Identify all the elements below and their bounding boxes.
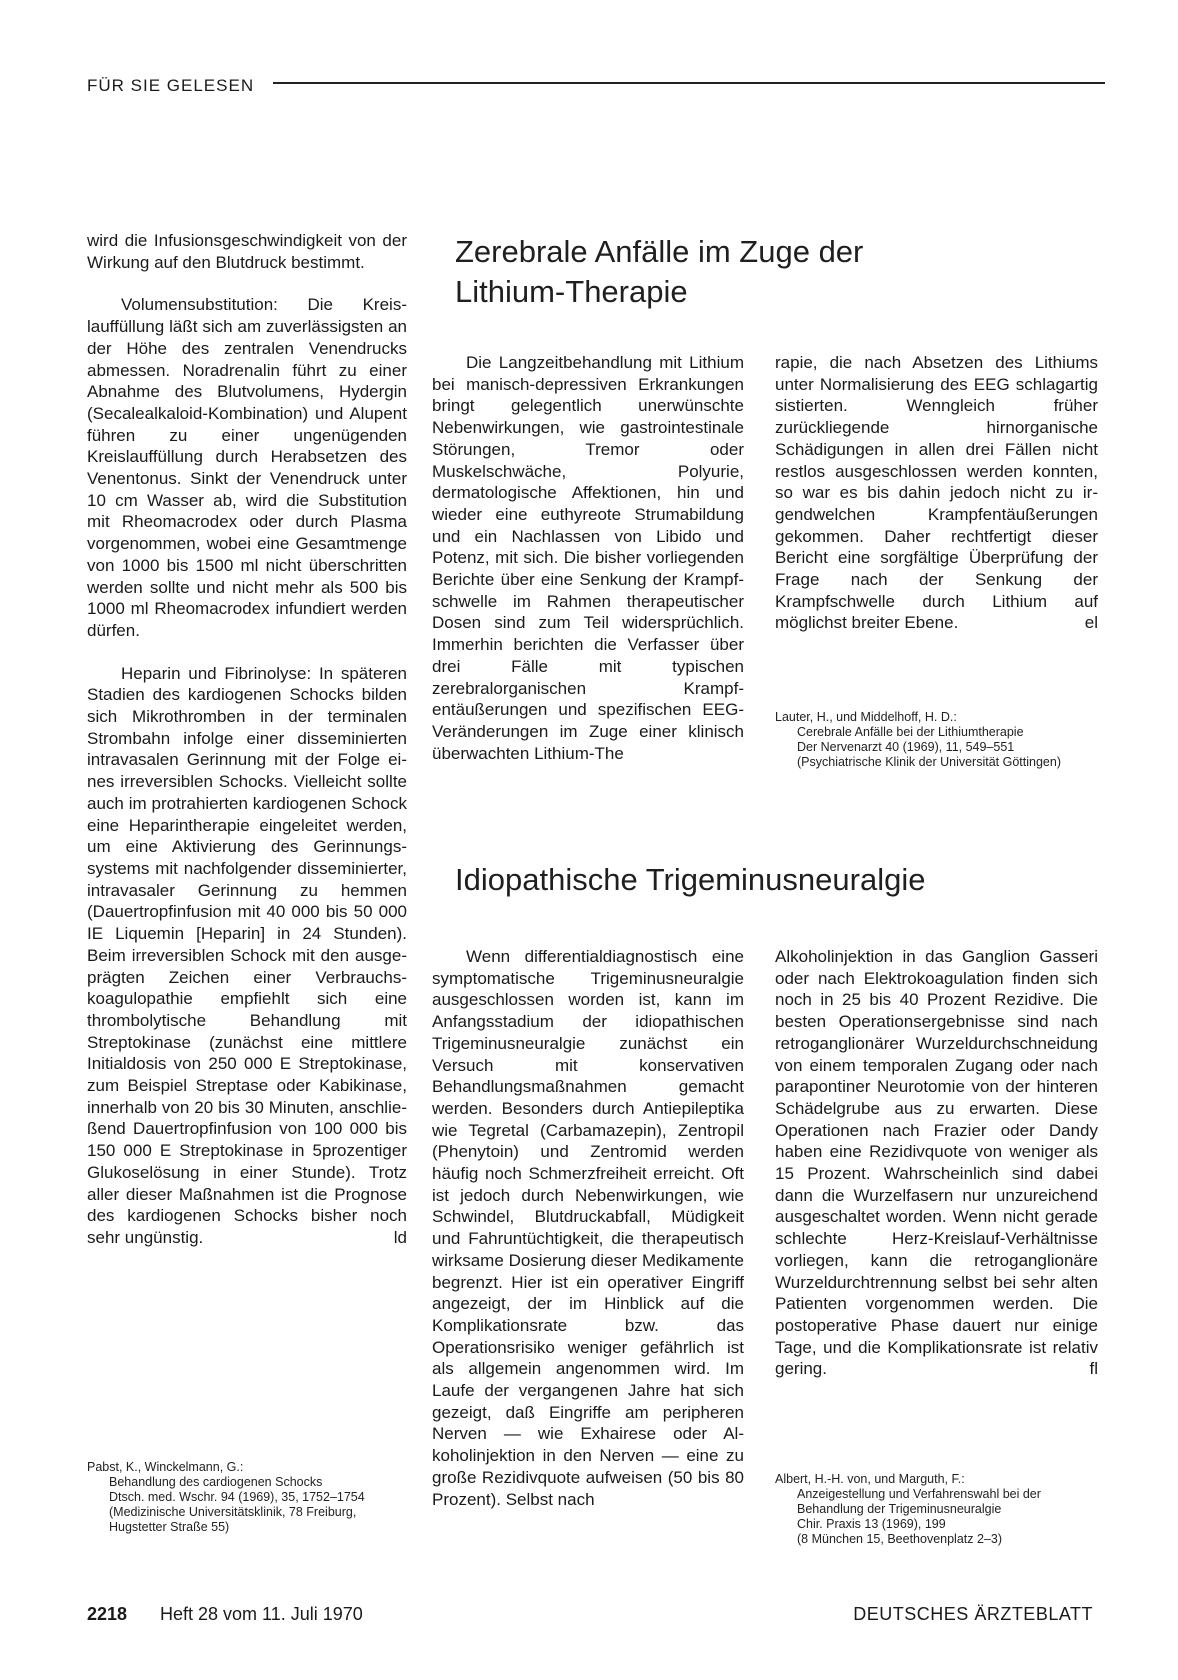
journal-name: DEUTSCHES ÄRZTEBLATT [853,1604,1093,1624]
reference-block [775,710,1098,770]
author-initials: ld [393,1227,407,1247]
paragraph-text: rapie, die nach Absetzen des Lithiums unter Normalisierung des EEG schlagartig sistierten. Wenngleich früher zurückliegende hirnorganische Schädigungen in allen drei Fällen nicht restlos ausgeschlossen werden konnten, so war es bis dahin jedoch nicht zu irgendwelchen Krampfentäußerungen gekommen. Daher rechtfertigt dieser Bericht eine sorgfältige Überprüfung der Frage nach der Senkung der Krampfschwelle durch Lithium auf möglichst breiter Ebene. [775,353,1098,633]
paragraph-text: Heparin und Fibrinolyse: In späteren Stadien des kardiogenen Schocks bilden sich Mikrothromben in der terminalen Strombahn infolge einer disseminierten intravasalen Gerinnung mit der Folge eines irreversiblen Schocks. Vielleicht sollte auch im protrahierten kardiogenen Schock eine Heparintherapie eingeleitet werden, um eine Aktivierung des Gerinnungssystems mit nachfolgender disseminierter, intravasaler Gerinnung zu hemmen (Dauertropfinfusion mit 40 000 bis 50 000 IE Liquemin [Heparin] in 24 Stunden). Beim irreversiblen Schock mit den ausgeprägten Zeichen einer Verbrauchskoagulopathie empfiehlt sich eine thrombolytische Behandlung mit Streptokinase (zunächst eine mittlere Initialdosis von 250 000 E Streptokinase, zum Beispiel Streptase oder Kabikinase, innerhalb von 20 bis 30 Minuten, anschließend Dauertropfinfusion von 100 000 bis 150 000 E Streptokinase in 5prozentiger Glukoselösung in einer Stunde). Trotz aller dieser Maßnahmen ist die Prognose des kardiogenen Schocks bisher noch sehr ungünstig. [87,663,407,1247]
page-number: 2218 [87,1604,128,1624]
paragraph [87,663,407,1249]
issue-info: Heft 28 vom 11. Juli 1970 [160,1604,363,1624]
article-title: Zerebrale Anfälle im Zuge der Lithium-Therapie [455,234,864,309]
reference-author: Pabst, K., Winckelmann, G.: [87,1460,244,1474]
reference-block [775,1472,1098,1547]
reference-line: Cerebrale Anfälle bei der Lithiumtherapie [797,725,1024,739]
reference-line: (8 München 15, Beethovenplatz 2–3) [797,1532,1002,1546]
reference-line: Der Nervenarzt 40 (1969), 11, 549–551 [797,740,1015,754]
article-column [432,352,744,764]
reference-line: (Psychiatrische Klinik der Universität Göttingen) [797,755,1061,769]
reference-author: Lauter, H., und Middelhoff, H. D.: [775,710,957,724]
paragraph [775,352,1098,634]
article-column [775,946,1098,1380]
reference-line: (Medizinische Universitätsklinik, 78 Freiburg, Hugstetter Straße 55) [109,1505,357,1534]
article-column [775,352,1098,634]
article-column [432,946,744,1510]
left-column [87,230,407,1249]
author-initials: fl [1089,1359,1098,1379]
paragraph: Volumensubstitution: Die Kreislauffüllung läßt sich am zuverlässigsten an der Höhe des zentralen Venendrucks abmessen. Noradrenalin führt zu einer Abnahme des Blutvolumens, Hydergin (Secalealkaloid-Kombination) und Alupent führen zu einer ungenügenden Kreislauffüllung durch Herabsetzen des Venentonus. Sinkt der Venendruck unter 10 cm Wasser ab, wird die Substitution mit Rheomacrodex oder durch Plasma vorgenommen, wobei eine Gesamtmenge von 1000 bis 1500 ml nicht überschritten werden sollte und nicht mehr als 500 bis 1000 ml Rheomacrodex infundiert werden dürfen. [87,295,407,640]
reference-line: Behandlung des cardiogenen Schocks [109,1475,323,1489]
paragraph [775,946,1098,1380]
paragraph-text: Alkoholinjektion in das Ganglion Gasseri oder nach Elektrokoagulation finden sich noch in 25 bis 40 Prozent Rezidive. Die besten Operationsergebnisse sind nach retroganglionärer Wurzeldurchschneidung von einem temporalen Zugang oder nach parapontiner Neurotomie von der hinteren Schädelgrube aus zu erwarten. Diese Operationen nach Frazier oder Dandy haben eine Rezidivquote von weniger als 15 Prozent. Wahrscheinlich sind dabei dann die Wurzelfasern nur unzureichend ausgeschaltet worden. Wenn nicht gerade schlechte Herz-Kreislauf-Verhältnisse vorliegen, kann die retroganglionäre Wurzeldurchtrennung selbst bei sehr alten Patienten vorgenommen werden. Die postoperative Phase dauert nur einige Tage, und die Komplikationsrate ist relativ gering. [775,947,1098,1379]
author-initials: el [1084,613,1098,633]
section-header: FÜR SIE GELESEN [87,76,255,95]
reference-author: Albert, H.-H. von, und Marguth, F.: [775,1472,965,1486]
reference-line: Chir. Praxis 13 (1969), 199 [797,1517,946,1531]
reference-block [87,1460,407,1535]
paragraph: Die Langzeitbehandlung mit Lithium bei manisch-depressiven Erkrankungen bringt gelegentlich unerwünschte Nebenwirkungen, wie gastrointestinale Störungen, Tremor oder Muskelschwäche, Polyurie, dermatologische Affektionen, hin und wieder eine euthyreote Strumabildung und ein Nachlassen von Libido und Potenz, mit sich. Die bisher vorliegenden Berichte über eine Senkung der Krampfschwelle im Rahmen therapeutischer Dosen sind zum Teil widersprüchlich. Immerhin berichten die Verfasser über drei Fälle mit typischen zerebralorganischen Krampfentäußerungen und spezifischen EEG-Veränderungen im Zuge einer klinisch überwachten Lithium-The [432,353,744,763]
article-title: Idiopathische Trigeminusneuralgie [455,862,926,897]
paragraph: wird die Infusionsgeschwindigkeit von der Wirkung auf den Blutdruck bestimmt. [87,231,407,272]
reference-line: Dtsch. med. Wschr. 94 (1969), 35, 1752–1754 [109,1490,365,1504]
reference-line: Anzeigestellung und Verfahrenswahl bei der Behandlung der Trigeminusneuralgie [797,1487,1041,1516]
paragraph: Wenn differentialdiagnostisch eine symptomatische Trigeminusneuralgie ausgeschlossen worden ist, kann im Anfangsstadium der idiopathischen Trigeminusneuralgie zunächst ein Versuch mit konservativen Behandlungsmaßnahmen gemacht werden. Besonders durch Antiepileptika wie Tegretal (Carbamazepin), Zentropil (Phenytoin) und Zentromid werden häufig noch Schmerzfreiheit erreicht. Oft ist jedoch durch Nebenwirkungen, wie Schwindel, Blutdruckabfall, Müdigkeit und Fahruntüchtigkeit, die therapeutisch wirksame Dosierung dieser Medikamente begrenzt. Hier ist ein operativer Eingriff angezeigt, der im Hinblick auf die Komplikationsrate bzw. das Operationsrisiko weniger gefährlich ist als allgemein angenommen wird. Im Laufe der vergangenen Jahre hat sich gezeigt, daß Eingriffe am peripheren Nerven — wie Exhairese oder Alkoholinjektion in den Nerven — eine zu große Rezidivquote aufweisen (50 bis 80 Prozent). Selbst nach [432,947,744,1509]
header-rule [273,82,1105,84]
